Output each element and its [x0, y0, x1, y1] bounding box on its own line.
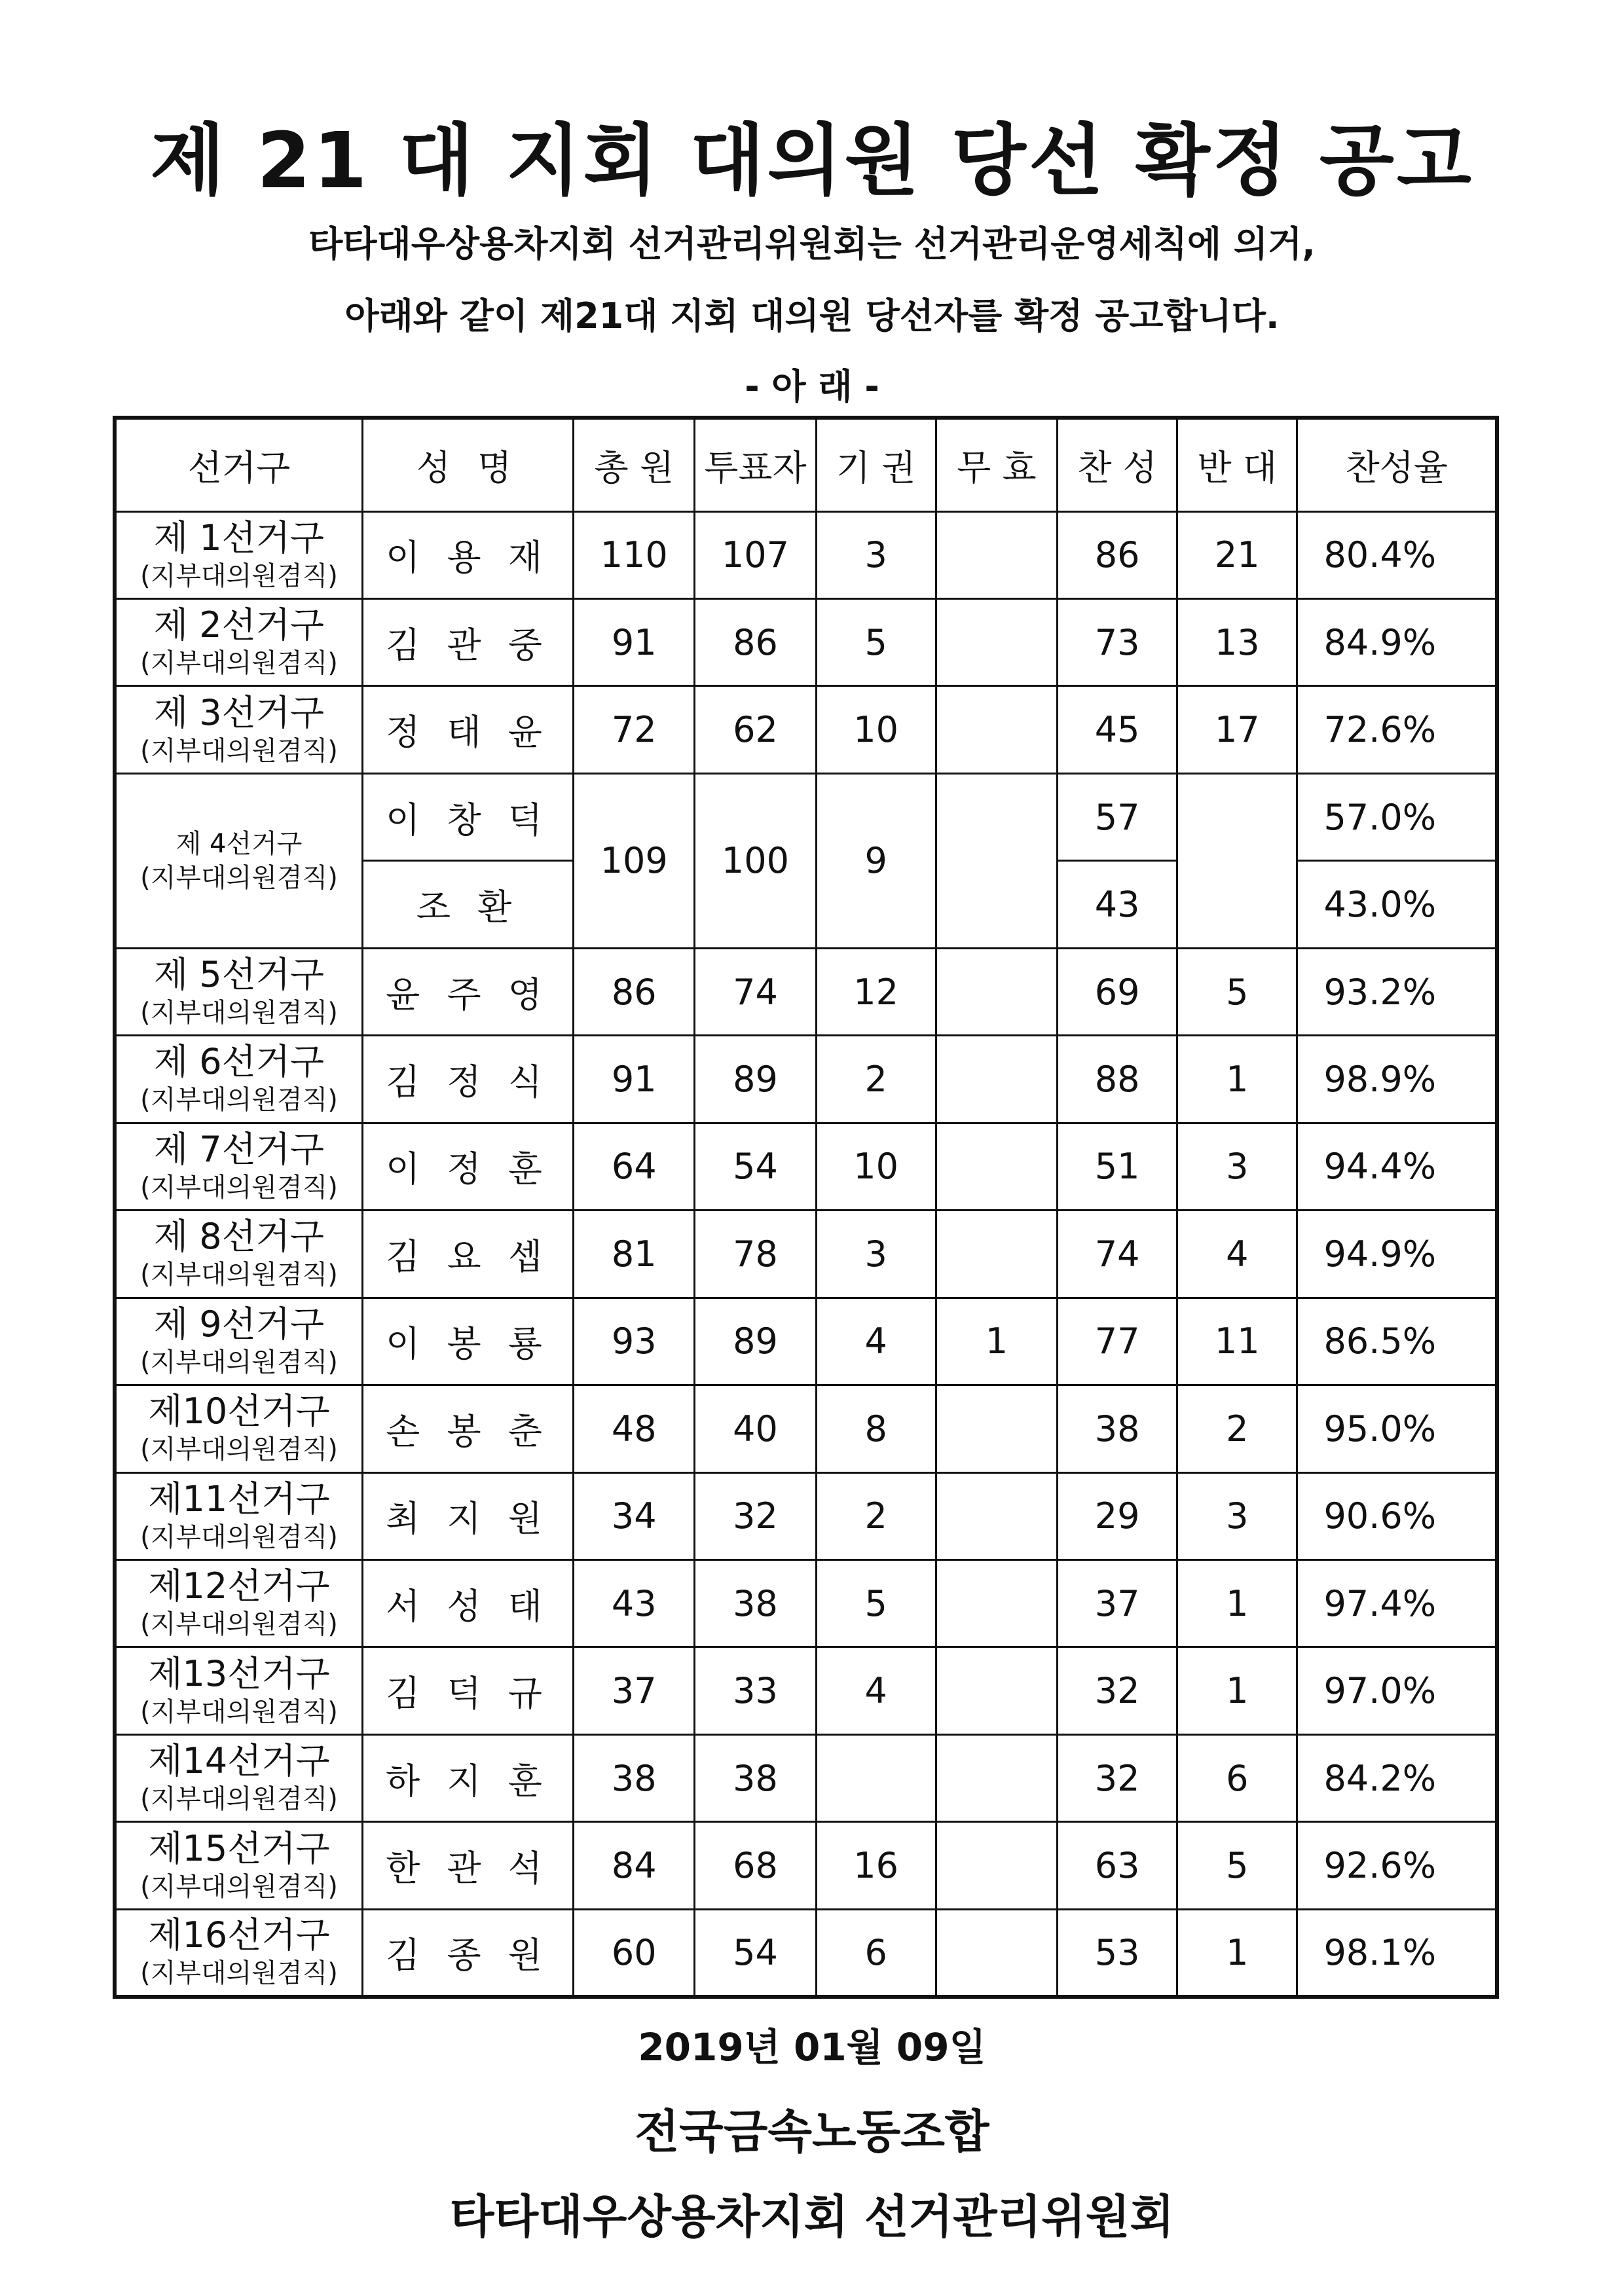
district-cell: [115, 1123, 363, 1210]
district-label: 제15선거구: [148, 1827, 330, 1869]
district-label: 제 7선거구: [153, 1128, 325, 1170]
district-label: 제14선거구: [148, 1740, 330, 1782]
district-label: 제 4선거구: [175, 828, 303, 859]
table-row: [115, 1559, 1497, 1647]
total-cell: 60: [574, 1909, 695, 1997]
union-name: 전국금속노동조합: [635, 2105, 989, 2159]
abstain-cell: 4: [816, 1647, 936, 1734]
table-row: [115, 598, 1497, 685]
table-row: [115, 1298, 1497, 1385]
rate-cell: 57.0%: [1297, 773, 1497, 860]
district-note: (지부대의원겸직): [140, 648, 338, 679]
abstain-cell: 10: [816, 686, 936, 773]
total-cell: 38: [574, 1734, 695, 1821]
district-cell: [115, 511, 363, 598]
yes-cell: 43: [1057, 861, 1177, 948]
header-yes: 찬 성: [1057, 418, 1177, 511]
candidate-name: 김 요 셉: [363, 1211, 574, 1298]
abstain-cell: 3: [816, 1211, 936, 1298]
invalid-cell: 1: [936, 1298, 1057, 1385]
district-note: (지부대의원겸직): [140, 1696, 338, 1727]
rate-cell: 97.0%: [1297, 1647, 1497, 1734]
invalid-cell: [936, 1909, 1057, 1997]
abstain-cell: 12: [816, 948, 936, 1035]
table-row: [115, 1211, 1497, 1298]
candidate-name: 조 환: [363, 861, 574, 948]
yes-cell: 88: [1057, 1036, 1177, 1123]
no-cell: 1: [1177, 1647, 1297, 1734]
yes-cell: 57: [1057, 773, 1177, 860]
table-row: [115, 948, 1497, 1035]
invalid-cell: [936, 1036, 1057, 1123]
district-label: 제 2선거구: [153, 604, 325, 646]
candidate-name: 이 봉 룡: [363, 1298, 574, 1385]
candidate-name: 하 지 훈: [363, 1734, 574, 1821]
abstain-cell: 6: [816, 1909, 936, 1997]
district-cell: [115, 1385, 363, 1472]
invalid-cell: [936, 511, 1057, 598]
yes-cell: 45: [1057, 686, 1177, 773]
invalid-cell: [936, 1734, 1057, 1821]
total-cell: 81: [574, 1211, 695, 1298]
district-label: 제 5선거구: [153, 954, 325, 996]
no-cell: 13: [1177, 598, 1297, 685]
district-cell: [115, 948, 363, 1035]
candidate-name: 김 종 원: [363, 1909, 574, 1997]
table-row: [115, 1472, 1497, 1559]
district-note: (지부대의원겸직): [140, 560, 338, 591]
yes-cell: 69: [1057, 948, 1177, 1035]
district-cell: [115, 1036, 363, 1123]
district-cell: [115, 598, 363, 685]
committee-name: 타타대우상용차지회 선거관리위원회: [449, 2190, 1175, 2244]
no-cell: 3: [1177, 1472, 1297, 1559]
yes-cell: 38: [1057, 1385, 1177, 1472]
header-voters: 투표자: [695, 418, 816, 511]
total-cell: 109: [574, 773, 695, 948]
candidate-name: 손 봉 춘: [363, 1385, 574, 1472]
no-cell: 3: [1177, 1123, 1297, 1210]
notice-title: 제 21 대 지회 대의원 당선 확정 공고: [150, 115, 1474, 206]
table-row: [115, 773, 1497, 860]
abstain-cell: 5: [816, 598, 936, 685]
voters-cell: 78: [695, 1211, 816, 1298]
rate-cell: 84.2%: [1297, 1734, 1497, 1821]
no-cell: [1177, 773, 1297, 948]
header-total: 총 원: [574, 418, 695, 511]
yes-cell: 32: [1057, 1647, 1177, 1734]
invalid-cell: [936, 598, 1057, 685]
district-note: (지부대의원겸직): [140, 1609, 338, 1640]
no-cell: 1: [1177, 1036, 1297, 1123]
rate-cell: 97.4%: [1297, 1559, 1497, 1647]
district-label: 제 8선거구: [153, 1216, 325, 1258]
voters-cell: 74: [695, 948, 816, 1035]
yes-cell: 53: [1057, 1909, 1177, 1997]
rate-cell: 80.4%: [1297, 511, 1497, 598]
invalid-cell: [936, 1211, 1057, 1298]
total-cell: 86: [574, 948, 695, 1035]
candidate-name: 이 정 훈: [363, 1123, 574, 1210]
yes-cell: 32: [1057, 1734, 1177, 1821]
district-cell: [115, 1909, 363, 1997]
invalid-cell: [936, 1647, 1057, 1734]
table-row: [115, 511, 1497, 598]
no-cell: 2: [1177, 1385, 1297, 1472]
district-note: (지부대의원겸직): [140, 735, 338, 766]
no-cell: 6: [1177, 1734, 1297, 1821]
district-cell: [115, 1647, 363, 1734]
header-rate: 찬성율: [1297, 418, 1497, 511]
district-cell: [115, 1734, 363, 1821]
rate-cell: 72.6%: [1297, 686, 1497, 773]
abstain-cell: 2: [816, 1472, 936, 1559]
rate-cell: 92.6%: [1297, 1822, 1497, 1909]
invalid-cell: [936, 773, 1057, 948]
voters-cell: 89: [695, 1298, 816, 1385]
district-cell: [115, 1298, 363, 1385]
district-label: 제16선거구: [148, 1914, 330, 1956]
district-label: 제 9선거구: [153, 1303, 325, 1345]
header-invalid: 무 효: [936, 418, 1057, 511]
table-row: [115, 1647, 1497, 1734]
yes-cell: 63: [1057, 1822, 1177, 1909]
district-label: 제10선거구: [148, 1391, 330, 1432]
rate-cell: 95.0%: [1297, 1385, 1497, 1472]
district-note: (지부대의원겸직): [140, 1784, 338, 1815]
voters-cell: 54: [695, 1909, 816, 1997]
candidate-name: 윤 주 영: [363, 948, 574, 1035]
rate-cell: 43.0%: [1297, 861, 1497, 948]
district-cell: [115, 1559, 363, 1647]
voters-cell: 62: [695, 686, 816, 773]
voters-cell: 32: [695, 1472, 816, 1559]
district-note: (지부대의원겸직): [140, 1347, 338, 1377]
table-row: [115, 686, 1497, 773]
total-cell: 84: [574, 1822, 695, 1909]
invalid-cell: [936, 1822, 1057, 1909]
voters-cell: 107: [695, 511, 816, 598]
abstain-cell: 10: [816, 1123, 936, 1210]
table-header-row: [115, 418, 1497, 511]
candidate-name: 김 덕 규: [363, 1647, 574, 1734]
candidate-name: 정 태 윤: [363, 686, 574, 773]
no-cell: 5: [1177, 1822, 1297, 1909]
invalid-cell: [936, 1559, 1057, 1647]
invalid-cell: [936, 686, 1057, 773]
total-cell: 91: [574, 1036, 695, 1123]
total-cell: 110: [574, 511, 695, 598]
abstain-cell: 2: [816, 1036, 936, 1123]
district-cell: [115, 1822, 363, 1909]
table-row: [115, 1036, 1497, 1123]
header-abstain: 기 권: [816, 418, 936, 511]
rate-cell: 98.9%: [1297, 1036, 1497, 1123]
table-row: [115, 1822, 1497, 1909]
invalid-cell: [936, 948, 1057, 1035]
candidate-name: 서 성 태: [363, 1559, 574, 1647]
no-cell: 4: [1177, 1211, 1297, 1298]
district-note: (지부대의원겸직): [140, 1434, 338, 1465]
total-cell: 93: [574, 1298, 695, 1385]
invalid-cell: [936, 1385, 1057, 1472]
header-district: 선거구: [115, 418, 363, 511]
abstain-cell: 8: [816, 1385, 936, 1472]
district-note: (지부대의원겸직): [140, 1172, 338, 1203]
district-cell: [115, 773, 363, 948]
no-cell: 5: [1177, 948, 1297, 1035]
district-note: (지부대의원겸직): [140, 1085, 338, 1116]
no-cell: 11: [1177, 1298, 1297, 1385]
rate-cell: 94.4%: [1297, 1123, 1497, 1210]
district-cell: [115, 1211, 363, 1298]
total-cell: 64: [574, 1123, 695, 1210]
candidate-name: 이 창 덕: [363, 773, 574, 860]
rate-cell: 94.9%: [1297, 1211, 1497, 1298]
intro-line-1: 타타대우상용차지회 선거관리위원회는 선거관리운영세칙에 의거,: [308, 223, 1316, 264]
district-label: 제 6선거구: [153, 1041, 325, 1083]
district-note: (지부대의원겸직): [140, 998, 338, 1029]
rate-cell: 90.6%: [1297, 1472, 1497, 1559]
total-cell: 43: [574, 1559, 695, 1647]
voters-cell: 89: [695, 1036, 816, 1123]
district-note: (지부대의원겸직): [140, 1958, 338, 1989]
district-note: (지부대의원겸직): [140, 1260, 338, 1290]
yes-cell: 29: [1057, 1472, 1177, 1559]
voters-cell: 33: [695, 1647, 816, 1734]
no-cell: 17: [1177, 686, 1297, 773]
yes-cell: 51: [1057, 1123, 1177, 1210]
district-label: 제 1선거구: [153, 517, 325, 558]
candidate-name: 김 정 식: [363, 1036, 574, 1123]
abstain-cell: 16: [816, 1822, 936, 1909]
table-row: [115, 1734, 1497, 1821]
header-name: 성 명: [363, 418, 574, 511]
voters-cell: 100: [695, 773, 816, 948]
below-heading: - 아 래 -: [745, 366, 879, 407]
abstain-cell: 4: [816, 1298, 936, 1385]
intro-line-2: 아래와 같이 제21대 지회 대의원 당선자를 확정 공고합니다.: [344, 295, 1280, 337]
abstain-cell: 9: [816, 773, 936, 948]
district-cell: [115, 1472, 363, 1559]
no-cell: 1: [1177, 1559, 1297, 1647]
table-row: [115, 1909, 1497, 1997]
rate-cell: 84.9%: [1297, 598, 1497, 685]
invalid-cell: [936, 1123, 1057, 1210]
district-note: (지부대의원겸직): [140, 1871, 338, 1902]
total-cell: 72: [574, 686, 695, 773]
voters-cell: 68: [695, 1822, 816, 1909]
candidate-name: 김 관 중: [363, 598, 574, 685]
no-cell: 1: [1177, 1909, 1297, 1997]
district-label: 제11선거구: [148, 1478, 330, 1520]
no-cell: 21: [1177, 511, 1297, 598]
district-label: 제13선거구: [148, 1652, 330, 1694]
yes-cell: 37: [1057, 1559, 1177, 1647]
voters-cell: 38: [695, 1734, 816, 1821]
invalid-cell: [936, 1472, 1057, 1559]
total-cell: 34: [574, 1472, 695, 1559]
rate-cell: 93.2%: [1297, 948, 1497, 1035]
yes-cell: 73: [1057, 598, 1177, 685]
total-cell: 91: [574, 598, 695, 685]
abstain-cell: 3: [816, 511, 936, 598]
candidate-name: 이 용 재: [363, 511, 574, 598]
candidate-name: 한 관 석: [363, 1822, 574, 1909]
abstain-cell: [816, 1734, 936, 1821]
total-cell: 37: [574, 1647, 695, 1734]
notice-date: 2019년 01월 09일: [638, 2025, 986, 2069]
district-label: 제12선거구: [148, 1565, 330, 1607]
abstain-cell: 5: [816, 1559, 936, 1647]
district-cell: [115, 686, 363, 773]
district-label: 제 3선거구: [153, 691, 325, 733]
yes-cell: 86: [1057, 511, 1177, 598]
rate-cell: 98.1%: [1297, 1909, 1497, 1997]
district-note: (지부대의원겸직): [140, 862, 338, 893]
total-cell: 48: [574, 1385, 695, 1472]
voters-cell: 40: [695, 1385, 816, 1472]
voters-cell: 38: [695, 1559, 816, 1647]
voters-cell: 54: [695, 1123, 816, 1210]
header-no: 반 대: [1177, 418, 1297, 511]
district-note: (지부대의원겸직): [140, 1522, 338, 1552]
results-table: [113, 416, 1499, 1999]
rate-cell: 86.5%: [1297, 1298, 1497, 1385]
yes-cell: 74: [1057, 1211, 1177, 1298]
yes-cell: 77: [1057, 1298, 1177, 1385]
table-row: [115, 1123, 1497, 1210]
voters-cell: 86: [695, 598, 816, 685]
table-row: [115, 1385, 1497, 1472]
candidate-name: 최 지 원: [363, 1472, 574, 1559]
